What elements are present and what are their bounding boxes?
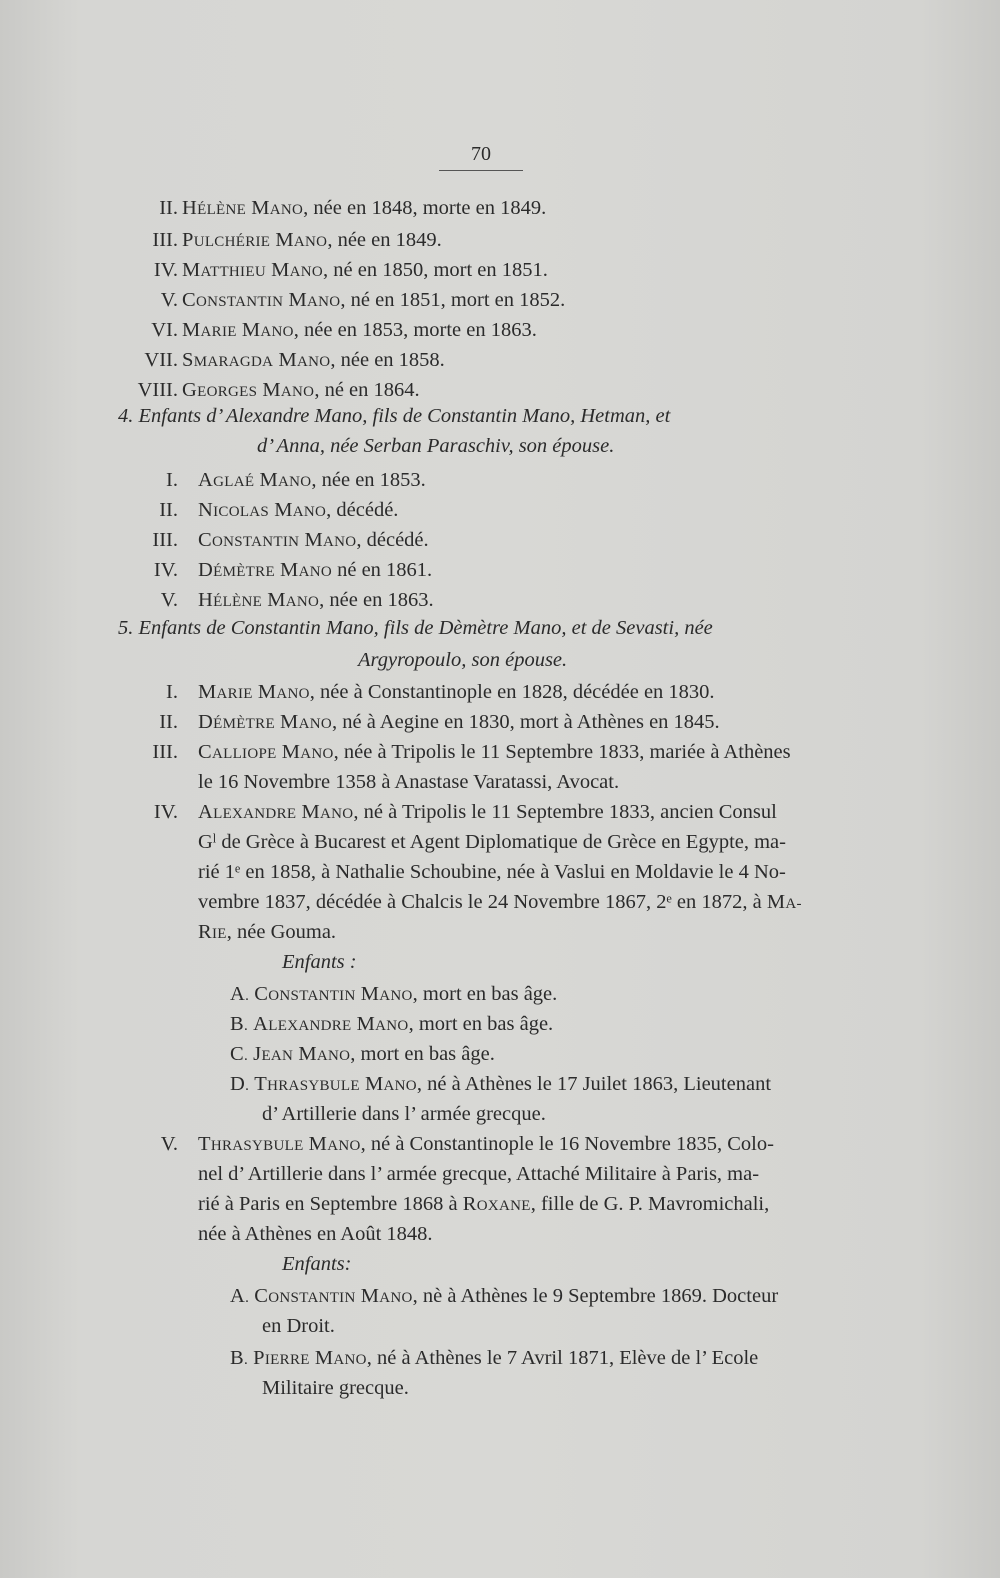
list-item: III. CONSTANTIN MANO, décédé.	[152, 529, 429, 551]
list-item: II. DÉMÈTRE MANO, né à Aegine en 1830, mort à Athènes en 1845.	[159, 711, 720, 733]
page-number: 70	[439, 143, 523, 171]
list-item: IV. MATTHIEU MANO, né en 1850, mort en 1851.	[153, 259, 548, 281]
list-item: II. NICOLAS MANO, décédé.	[159, 499, 399, 521]
list-item: D. THRASYBULE MANO, né à Athènes le 17 Juilet 1863, Lieutenant	[230, 1073, 772, 1095]
children-label: Enfants:	[282, 1253, 352, 1275]
children-label: Enfants :	[282, 951, 357, 973]
list-item: C. JEAN MANO, mort en bas âge.	[230, 1043, 495, 1065]
list-item: II. HÉLÈNE MANO, née en 1848, morte en 1849.	[159, 197, 547, 219]
list-item: I. MARIE MANO, née à Constantinople en 1828, décédée en 1830.	[166, 681, 715, 703]
list-item: VII. SMARAGDA MANO, née en 1858.	[144, 349, 445, 371]
list-item: VIII. GEORGES MANO, né en 1864.	[137, 379, 420, 401]
list-item: A. CONSTANTIN MANO, mort en bas âge.	[230, 983, 558, 1005]
book-page: 70 II. HÉLÈNE MANO, née en 1848, morte en 1849. III. PULCHÉRIE MANO, née en 1849. IV. MATTHIEU MANO, né en 1850, mort en 1851. V. CONSTANTIN MANO, né en 1851, mort en 1852. VI. MARIE MANO, née en 1853, morte en 1863. VII. SMARAGDA MANO, née en 1858. VIII. GEORGES MANO, né en 1864. 4. Enfants d’ Alexandre Mano, fils de Constantin Mano, Hetman, et d’ Anna, née Serban Paraschiv, son épouse. I. AGLAÉ MANO, née en 1853. II. NICOLAS MANO, décédé. III. CONSTANTIN MANO, décédé. IV. DÉMÈTRE MANO né en 1861. V. HÉLÈNE MANO, née en 1863. 5. Enfants de Constantin Mano, fils de Dèmètre Mano, et de Sevasti, née Argyropoulo, son épouse. I. MARIE MANO, née à Constantinople en 1828, décédée en 1830. II. DÉMÈTRE MANO, né à Aegine en 1830, mort à Athènes en 1845. III. CALLIOPE MANO, née à Tripolis le 11 Septembre 1833, mariée à Athènes le 16 Novembre 1358 à Anastase Varatassi, Avocat. IV. ALEXANDRE MANO, né à Tripolis le 11 Septembre 1833, ancien Consul Gˡ de Grèce à Bucarest et Agent Diplomatique de Grèce en Egypte, ma- rié 1ᵉ en 1858, à Nathalie Schoubine, née à Vaslui en Moldavie le 4 No- vembre 1837, décédée à Chalcis le 24 Novembre 1867, 2ᵉ en 1872, à MA- RIE, née Gouma. Enfants : A. CONSTANTIN MANO, mort en bas âge. B. ALEXANDRE MANO, mort en bas âge. C. JEAN MANO, mort en bas âge. D. THRASYBULE MANO, né à Athènes le 17 Juilet 1863, Lieutenant d’ Artillerie dans l’ armée grecque. V. THRASYBULE MANO, né à Constantinople le 16 Novembre 1835, Colo- nel d’ Artillerie dans l’ armée grecque, Attaché Militaire à Paris, ma- rié à Paris en Septembre 1868 à ROXANE, fille de G. P. Mavromichali, née à Athènes en Août 1848. Enfants: A. CONSTANTIN MANO, nè à Athènes le 9 Septembre 1869. Docteur en Droit. B. PIERRE MANO, né à Athènes le 7 Avril 1871, Elève de l’ Ecole Militaire grecque.	[0, 0, 1000, 1578]
list-item: A. CONSTANTIN MANO, nè à Athènes le 9 Septembre 1869. Docteur	[230, 1285, 779, 1307]
list-item: III. PULCHÉRIE MANO, née en 1849.	[152, 229, 442, 251]
list-item: I. AGLAÉ MANO, née en 1853.	[166, 469, 426, 491]
list-item: V. HÉLÈNE MANO, née en 1863.	[160, 589, 434, 611]
list-item: B. ALEXANDRE MANO, mort en bas âge.	[230, 1013, 554, 1035]
list-item: V. CONSTANTIN MANO, né en 1851, mort en 1852.	[160, 289, 566, 311]
list-item: B. PIERRE MANO, né à Athènes le 7 Avril 1871, Elève de l’ Ecole	[230, 1347, 759, 1369]
list-item: IV. DÉMÈTRE MANO né en 1861.	[153, 559, 433, 581]
list-item: VI. MARIE MANO, née en 1853, morte en 1863.	[151, 319, 537, 341]
